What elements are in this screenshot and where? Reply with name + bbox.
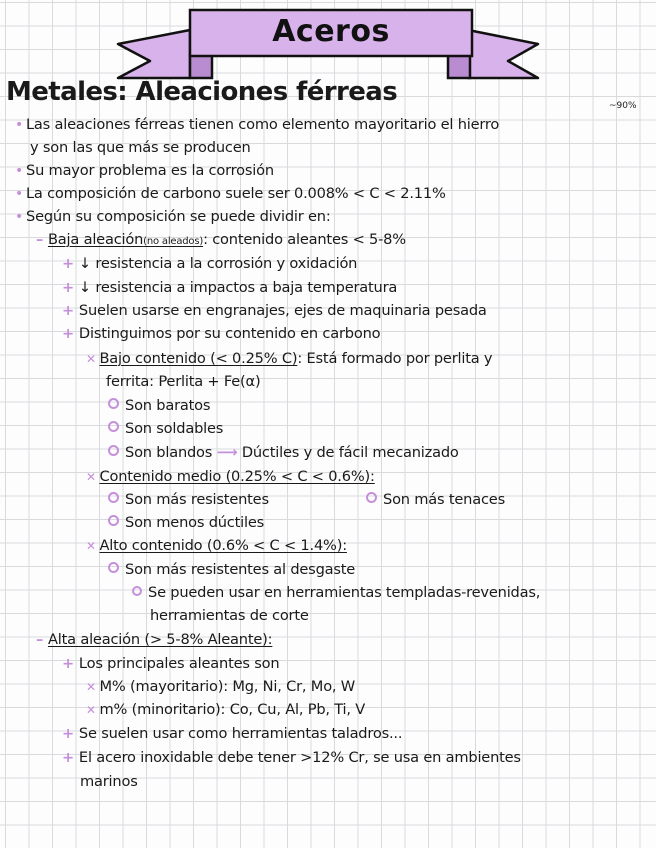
cross-bullet-icon: ✕ (86, 352, 100, 366)
cross-bullet-icon: ✕ (86, 680, 100, 694)
cross-bullet-icon: ✕ (86, 539, 100, 553)
plus-bullet-icon: + (62, 725, 79, 742)
page-title: Aceros (272, 14, 390, 49)
note-line: + Los principales aleantes son (62, 655, 280, 672)
note-line: • Las aleaciones férreas tienen como elemento mayoritario el hierro (12, 115, 499, 135)
note-line: y son las que más se producen (30, 139, 251, 156)
circle-bullet-icon (132, 586, 142, 596)
note-line: Son más resistentes (108, 490, 269, 510)
plus-bullet-icon: + (62, 749, 79, 766)
plus-bullet-icon: + (62, 279, 79, 296)
note-line: + ↓ resistencia a impactos a baja temperatura (62, 279, 398, 296)
arrow-right-icon: ⟶ (216, 444, 238, 461)
circle-bullet-icon (366, 492, 377, 503)
note-line: ferrita: Perlita + Fe(α) (106, 373, 261, 390)
note-line: + El acero inoxidable debe tener >12% Cr, se usa en ambientes (62, 749, 521, 766)
section-heading: Metales: Aleaciones férreas (6, 77, 398, 107)
circle-bullet-icon (108, 492, 119, 503)
note-line: Se pueden usar en herramientas templadas-revenidas, (132, 583, 540, 603)
note-line: • Su mayor problema es la corrosión (12, 161, 274, 181)
note-line: + Suelen usarse en engranajes, ejes de maquinaria pesada (62, 302, 487, 319)
note-line: + Se suelen usar como herramientas taladros... (62, 725, 403, 742)
margin-note: ~90% (609, 101, 637, 111)
plus-bullet-icon: + (62, 655, 79, 672)
circle-bullet-icon (108, 562, 119, 573)
bullet-dot-icon: • (14, 209, 24, 225)
circle-bullet-icon (108, 445, 119, 456)
note-line: + ↓ resistencia a la corrosión y oxidación (62, 255, 358, 272)
plus-bullet-icon: + (62, 302, 79, 319)
note-line: + Distinguimos por su contenido en carbono (62, 325, 381, 342)
note-line: ✕ Bajo contenido (< 0.25% C): Está formado por perlita y (86, 350, 493, 367)
note-line: herramientas de corte (150, 607, 309, 624)
plus-bullet-icon: + (62, 325, 79, 342)
circle-bullet-icon (108, 398, 119, 409)
bullet-dot-icon: • (14, 186, 24, 202)
dash-bullet-icon: – (36, 631, 48, 648)
note-line: Son blandos ⟶ Dúctiles y de fácil mecanizado (108, 443, 459, 463)
note-line: – Alta aleación (> 5-8% Aleante): (36, 631, 273, 648)
note-line: • Según su composición se puede dividir en: (12, 207, 331, 227)
note-line: ✕ M% (mayoritario): Mg, Ni, Cr, Mo, W (86, 678, 356, 695)
bullet-dot-icon: • (14, 163, 24, 179)
circle-bullet-icon (108, 421, 119, 432)
bullet-dot-icon: • (14, 117, 24, 133)
circle-bullet-icon (108, 515, 119, 526)
note-line: Son soldables (108, 419, 223, 439)
note-line: marinos (80, 773, 138, 790)
cross-bullet-icon: ✕ (86, 703, 100, 717)
cross-bullet-icon: ✕ (86, 470, 100, 484)
note-line: ✕ Contenido medio (0.25% < C < 0.6%): (86, 468, 375, 485)
note-line: • La composición de carbono suele ser 0.008% < C < 2.11% (12, 184, 446, 204)
note-line: – Baja aleación(no aleados): contenido aleantes < 5-8% (36, 231, 406, 248)
note-line: Son más tenaces (366, 490, 505, 510)
note-line: Son más resistentes al desgaste (108, 560, 355, 580)
plus-bullet-icon: + (62, 255, 79, 272)
note-line: ✕ m% (minoritario): Co, Cu, Al, Pb, Ti, V (86, 701, 366, 718)
note-line: ✕ Alto contenido (0.6% < C < 1.4%): (86, 537, 347, 554)
dash-bullet-icon: – (36, 231, 48, 248)
note-line: Son menos dúctiles (108, 513, 264, 533)
note-line: Son baratos (108, 396, 210, 416)
